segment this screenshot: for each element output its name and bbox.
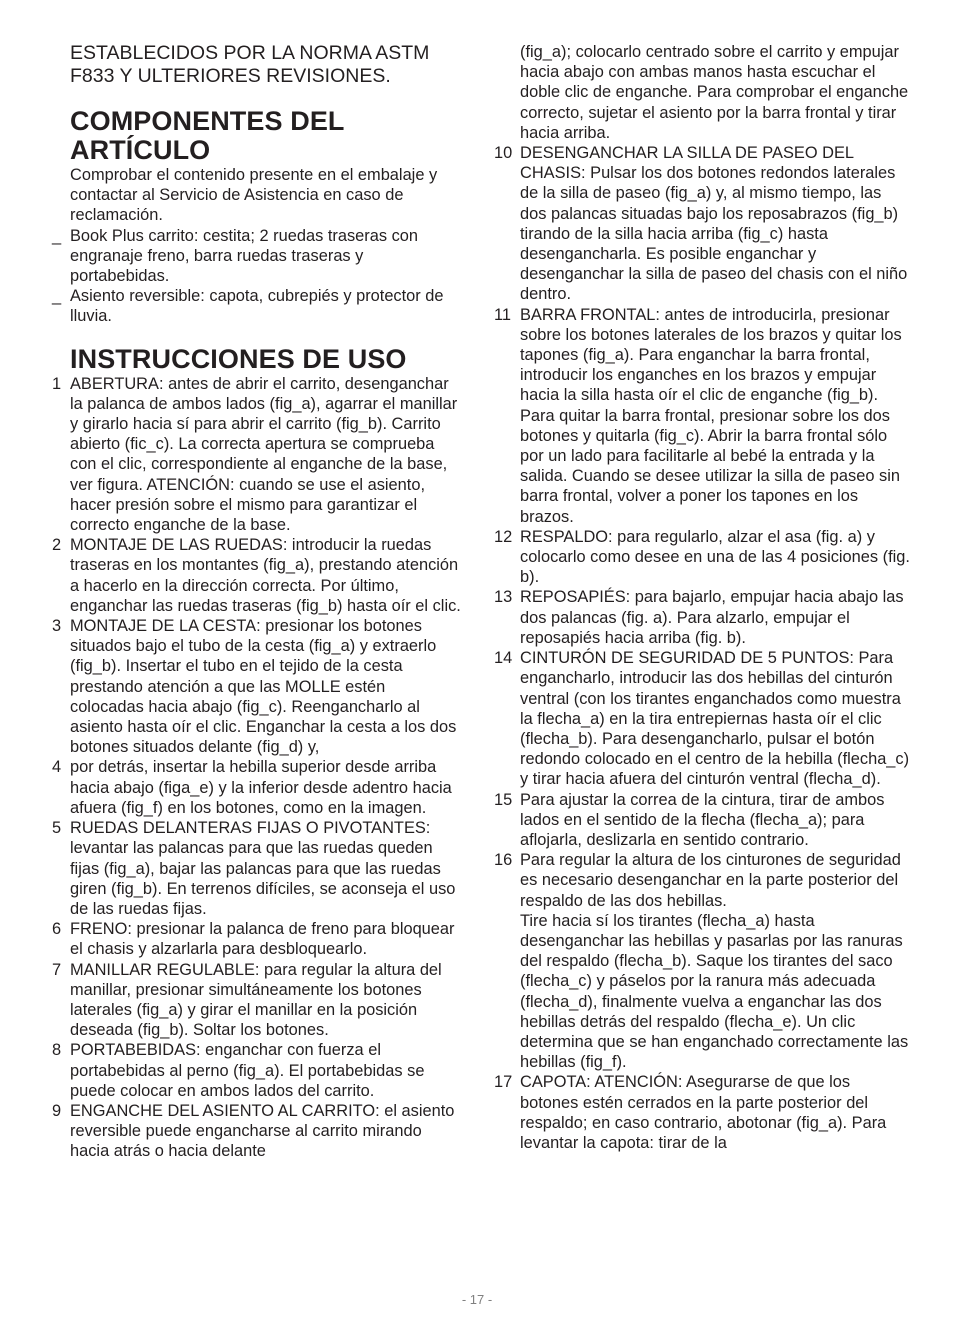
item-number: 14	[494, 649, 513, 668]
instruction-item	[494, 1072, 912, 1153]
item-number: 1	[52, 374, 62, 393]
item-text: CINTURÓN DE SEGURIDAD DE 5 PUNTOS: Para engancharlo, introducir las dos hebillas del cinturón ventral (con los tirantes enganchados como muestra la flecha_a) en la tira entrepiernas hasta oír el clic (flecha_b). Para desengancharlo, pulsar el botón redondo colocado en el centro de la hebilla (flecha_c) y tirar hacia afuera del cinturón ventral (flecha_d).	[520, 649, 910, 789]
instruction-item	[494, 143, 912, 305]
item-text: ABERTURA: antes de abrir el carrito, desenganchar la palanca de ambos lados (fig_a), agarrar el manillar y girarlo hacia sí para abrir el carrito (fig_b). Carrito abierto (fic_c). La correcta apertura se comprueba con el clic, correspondiente al enganche de la base, ver figura. ATENCIÓN: cuando se use el asiento, hacer presión sobre el mismo para garantizar el correcto enganche de la base.	[70, 374, 458, 535]
item-text: Para ajustar la correa de la cintura, tirar de ambos lados en el sentido de la flecha (flecha_a); para aflojarla, deslizarla en sentido contrario.	[520, 790, 885, 849]
instruction-item	[52, 960, 462, 1041]
item-number: 7	[52, 960, 62, 979]
norm-continuation-text: ESTABLECIDOS POR LA NORMA ASTM F833 Y ULTERIORES REVISIONES.	[70, 42, 430, 87]
dash-bullet: _	[52, 287, 62, 306]
item-number: 15	[494, 790, 513, 809]
instruction-item	[52, 535, 462, 616]
item-number: 3	[52, 617, 62, 636]
instruction-item	[52, 616, 462, 757]
instructions-heading: INSTRUCCIONES DE USO	[70, 343, 407, 374]
item-number: 17	[494, 1073, 513, 1092]
item-text: CAPOTA: ATENCIÓN: Asegurarse de que los botones estén cerrados en la parte posterior del respaldo; en caso contrario, abotonar (fig_a). Para levantar la capota: tirar de la	[520, 1073, 887, 1152]
item-text: RUEDAS DELANTERAS FIJAS O PIVOTANTES: levantar las palancas para que las ruedas queden fijas (fig_a), bajar las palancas para que las ruedas giren (fig_b). En terrenos difíciles, se aconseja el uso de las ruedas fijas.	[70, 819, 456, 918]
item-text: PORTABEBIDAS: enganchar con fuerza el portabebidas al perno (fig_a). El portabebidas se puede colocar en ambos lados del carrito.	[70, 1041, 425, 1100]
item-text: MONTAJE DE LAS RUEDAS: introducir la ruedas traseras en los montantes (fig_a), prestando atención a hacerlo en la dirección correcta. Por último, enganchar las ruedas traseras (fig_b) hasta oír el clic.	[70, 536, 461, 615]
component-item	[52, 226, 462, 287]
instruction-item	[494, 850, 912, 1072]
item-number: 16	[494, 851, 513, 870]
dash-bullet: _	[52, 226, 62, 245]
item-text: DESENGANCHAR LA SILLA DE PASEO DEL CHASIS: Pulsar los dos botones redondos laterales de la silla de paseo (fig_a) y, al mismo tiempo, las dos palancas situadas bajo los reposabrazos (fig_b) tirando de la silla hacia arriba (fig_c) hasta desengancharla. Es posible enganchar y desenganchar la silla de paseo del chasis con el niño dentro.	[520, 144, 908, 304]
components-intro: Comprobar el contenido presente en el embalaje y contactar al Servicio de Asistencia en caso de reclamación.	[70, 166, 438, 225]
instruction-item	[494, 790, 912, 851]
item-text: FRENO: presionar la palanca de freno para bloquear el chasis y alzarlarla para desbloquearlo.	[70, 920, 455, 959]
component-item	[52, 286, 462, 326]
instruction-item	[494, 305, 912, 527]
item-number: 5	[52, 819, 62, 838]
item-number: 8	[52, 1041, 62, 1060]
item-text: Para regular la altura de los cinturones de seguridad es necesario desenganchar en la parte posterior del respaldo de las dos hebillas.	[520, 851, 901, 910]
item-text-group	[520, 850, 912, 1072]
item-number: 12	[494, 527, 513, 546]
item-text: BARRA FRONTAL: antes de introducirla, presionar sobre los botones laterales de los brazos y quitar los tapones (fig_a). Para enganchar la barra frontal, introducir los enganches en los brazos y empujar hacia la silla hasta oír el clic de enganche (fig_b). Para quitar la barra frontal, presionar sobre los dos botones y quitarla (fig_c). Abrir la barra frontal sólo por un lado para facilitarle al bebé la entrada y la salida. Cuando se desee utilizar la silla de paseo sin barra frontal, volver a poner los tapones en los brazos.	[520, 305, 902, 526]
page-number: - 17 -	[461, 1292, 493, 1307]
right-column	[494, 42, 912, 1153]
item-number: 11	[494, 305, 512, 324]
item-9-continuation: (fig_a); colocarlo centrado sobre el carrito y empujar hacia abajo con ambas manos hasta escuchar el doble clic de enganche. Para comprobar el enganche correcto, sujetar el asiento por la barra frontal y tirar hacia arriba.	[520, 43, 909, 142]
item-number: 9	[52, 1101, 62, 1120]
instruction-item	[52, 757, 462, 818]
component-item-text: Asiento reversible: capota, cubrepiés y protector de lluvia.	[70, 287, 444, 326]
item-text: por detrás, insertar la hebilla superior desde arriba hacia abajo (figa_e) y la inferior desde adentro hacia afuera (fig_f) en los botones, como en la imagen.	[70, 758, 452, 817]
item-text: RESPALDO: para regularlo, alzar el asa (fig. a) y colocarlo como desee en una de las 4 posiciones (fig. b).	[520, 527, 910, 587]
left-column	[52, 42, 462, 1162]
item-number: 2	[52, 536, 62, 555]
instruction-item	[494, 587, 912, 648]
instruction-item	[52, 1040, 462, 1101]
instruction-item	[494, 648, 912, 789]
component-item-text: Book Plus carrito: cestita; 2 ruedas traseras con engranaje freno, barra ruedas traseras y portabebidas.	[70, 226, 419, 286]
components-heading: COMPONENTES DEL ARTÍCULO	[70, 106, 345, 165]
instruction-item	[494, 527, 912, 588]
item-number: 10	[494, 144, 513, 163]
item-number: 6	[52, 920, 62, 939]
item-text: ENGANCHE DEL ASIENTO AL CARRITO: el asiento reversible puede engancharse al carrito mirando hacia atrás o hacia delante	[70, 1101, 455, 1161]
item-text: REPOSAPIÉS: para bajarlo, empujar hacia abajo las dos palancas (fig. a). Para alzarlo, empujar el reposapiés hacia arriba (fig. b).	[520, 588, 904, 647]
instruction-item	[52, 818, 462, 919]
item-text: MANILLAR REGULABLE: para regular la altura del manillar, presionar simultáneamente los botones laterales (fig_a) y girar el manillar en la posición deseada (fig_b). Soltar los botones.	[70, 960, 442, 1040]
item-number: 4	[52, 758, 62, 777]
instruction-item	[52, 919, 462, 959]
instruction-item	[52, 1101, 462, 1162]
item-text: MONTAJE DE LA CESTA: presionar los botones situados bajo el tubo de la cesta (fig_a) y extraerlo (fig_b). Insertar el tubo en el tejido de la cesta prestando atención a que las MOLLE estén colocadas hacia abajo (fig_c). Reengancharlo al asiento hasta oír el clic. Enganchar la cesta a los dos botones situados delante (fig_d) y,	[70, 617, 457, 757]
item-number: 13	[494, 588, 513, 607]
instruction-item	[52, 374, 462, 536]
item-text-continued: Tire hacia sí los tirantes (flecha_a) hasta desenganchar las hebillas y pasarlas por las ranuras del respaldo (flecha_b). Saque los tirantes del saco (flecha_c) y páselos por la ranura más adecuada (flecha_d), finalmente vuelva a enganchar las dos hebillas detrás del respaldo (flecha_e). Un clic determina que se han enganchado correctamente las hebillas (fig_f).	[520, 911, 909, 1072]
